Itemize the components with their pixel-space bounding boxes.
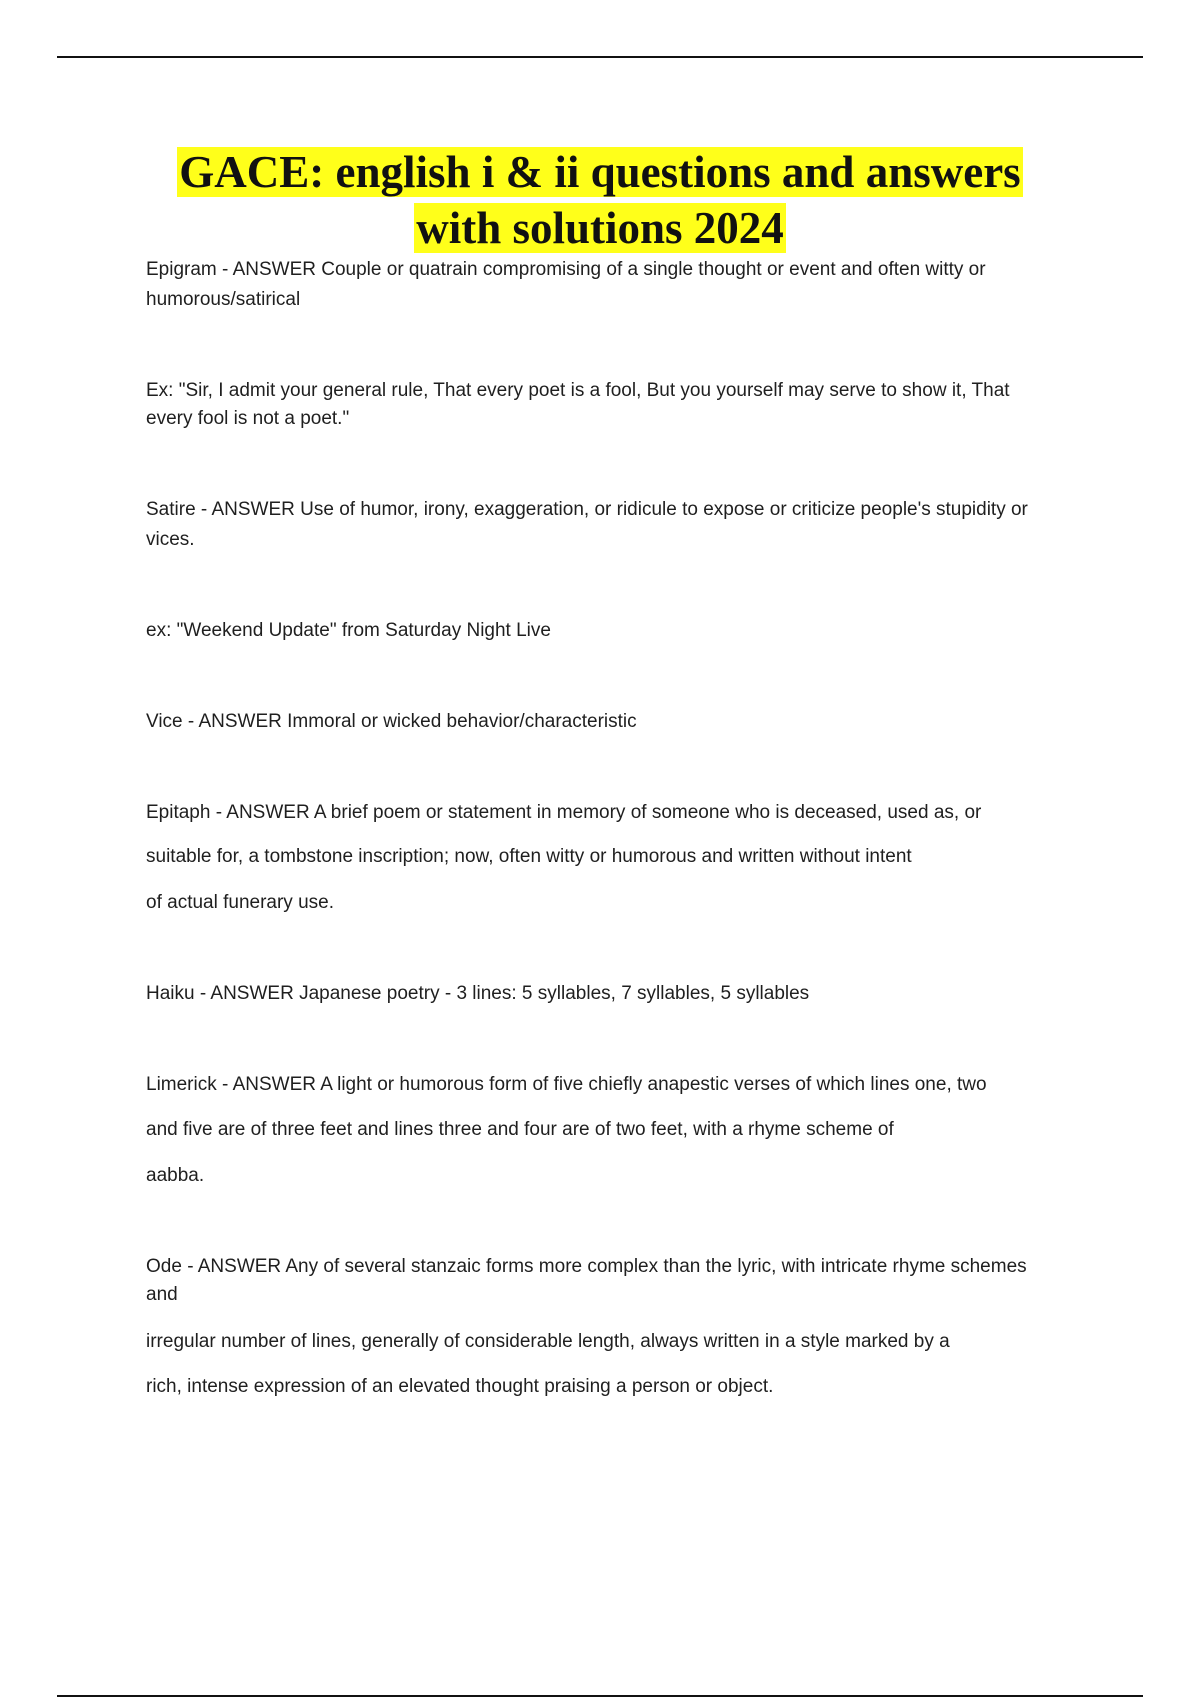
entry-line: humorous/satirical	[146, 289, 301, 310]
entry-line: ex: "Weekend Update" from Saturday Night Live	[146, 620, 551, 641]
title-line-1: GACE: english i & ii questions and answers	[179, 147, 1021, 197]
entry-line: irregular number of lines, generally of considerable length, always written in a style marked by a	[146, 1331, 950, 1352]
entry-line: and	[146, 1284, 178, 1305]
entry-line: Epitaph - ANSWER A brief poem or statement in memory of someone who is deceased, used as, or	[146, 802, 982, 823]
entry-line: Satire - ANSWER Use of humor, irony, exaggeration, or ridicule to expose or criticize people's stupidity or	[146, 499, 1028, 520]
entry-line: Limerick - ANSWER A light or humorous form of five chiefly anapestic verses of which lines one, two	[146, 1074, 987, 1095]
entry-line: suitable for, a tombstone inscription; now, often witty or humorous and written without intent	[146, 846, 912, 867]
top-divider	[57, 56, 1143, 58]
entry-line: and five are of three feet and lines three and four are of two feet, with a rhyme scheme of	[146, 1119, 894, 1140]
title-line-2: with solutions 2024	[416, 203, 784, 253]
entry-line: every fool is not a poet."	[146, 408, 350, 429]
document-title	[100, 144, 1100, 256]
entry-line: Haiku - ANSWER Japanese poetry - 3 lines: 5 syllables, 7 syllables, 5 syllables	[146, 983, 810, 1004]
entry-line: Epigram - ANSWER Couple or quatrain compromising of a single thought or event and often witty or	[146, 259, 986, 280]
entry-line: Vice - ANSWER Immoral or wicked behavior/characteristic	[146, 711, 637, 732]
entry-line: vices.	[146, 529, 195, 550]
entry-line: aabba.	[146, 1165, 205, 1186]
entry-line: Ex: "Sir, I admit your general rule, That every poet is a fool, But you yourself may serve to show it, That	[146, 380, 1010, 401]
bottom-divider	[57, 1695, 1143, 1697]
entry-line: Ode - ANSWER Any of several stanzaic forms more complex than the lyric, with intricate rhyme schemes	[146, 1256, 1027, 1277]
entry-line: rich, intense expression of an elevated thought praising a person or object.	[146, 1376, 774, 1397]
entry-line: of actual funerary use.	[146, 892, 334, 913]
